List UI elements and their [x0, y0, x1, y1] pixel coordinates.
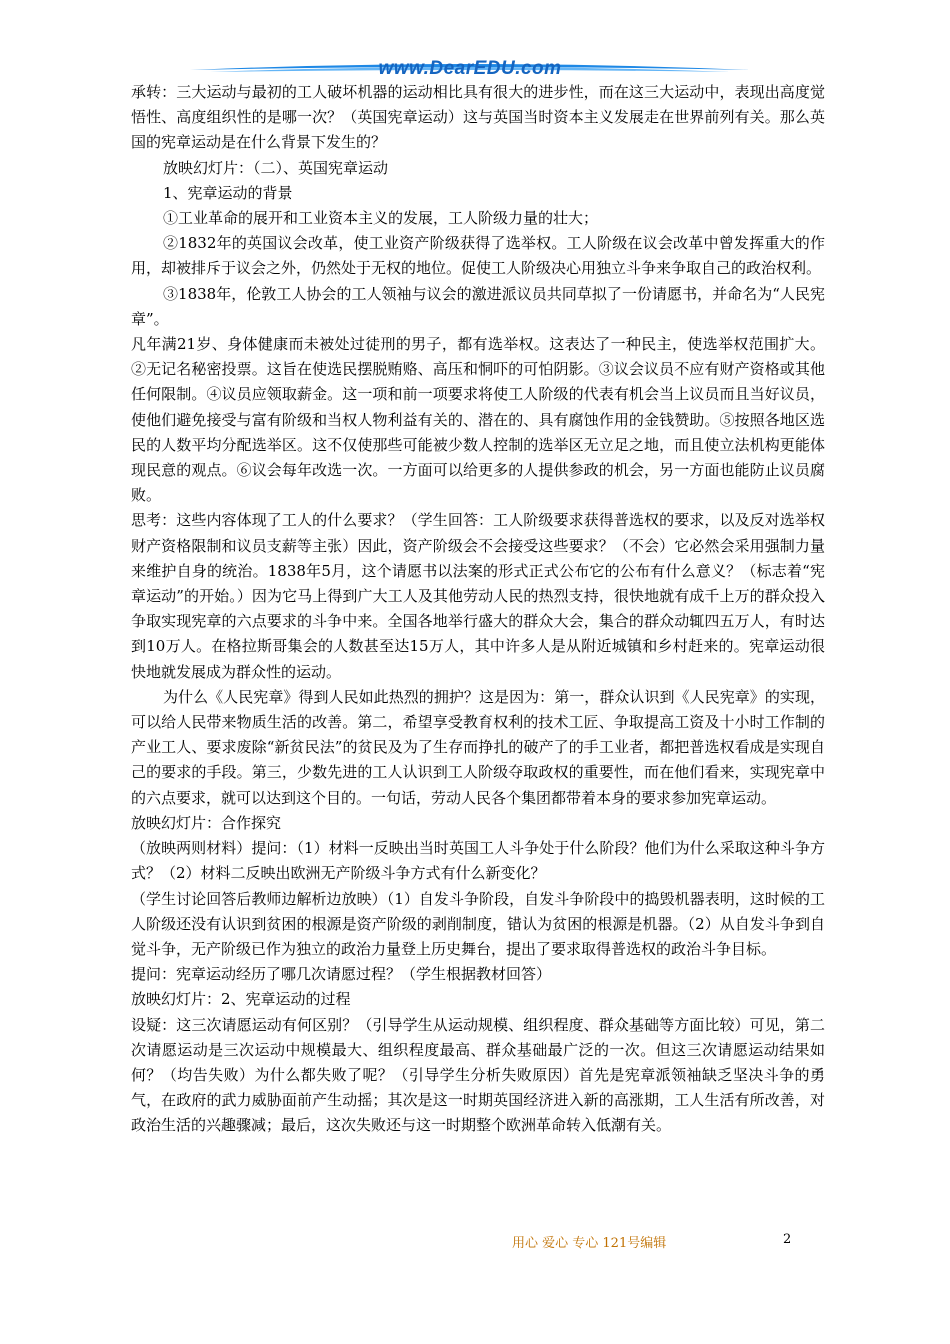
paragraph-point-3: ③1838年，伦敦工人协会的工人领袖与议会的激进派议员共同草拟了一份请愿书，并命名为“人民宪章”。 [131, 284, 825, 328]
paragraph-question-petitions: 提问：宪章运动经历了哪几次请愿过程？（学生根据教材回答） [131, 965, 552, 984]
paragraph-charter-content: 凡年满21岁、身体健康而未被处过徒刑的男子，都有选举权。这表达了一种民主，使选举权范围扩大。②无记名秘密投票。这旨在使选民摆脱贿赂、高压和恫吓的可怕阴影。③议会议员不应有财产资格或其他任何限制。④议员应领取薪金。这一项和前一项要求将使工人阶级的代表有机会当上议员而且当好议员，使他们避免接受与富有阶级和当权人物利益有关的、潜在的、具有腐蚀作用的金钱赞助。⑤按照各地区选民的人数平均分配选举区。这不仅使那些可能被少数人控制的选举区无立足之地，而且使立法机构更能体现民意的观点。⑥议会每年改选一次。一方面可以给更多的人提供参政的机会，另一方面也能防止议员腐败。 [131, 335, 825, 505]
paragraph-question-materials: （放映两则材料）提问：（1）材料一反映出当时英国工人斗争处于什么阶段？他们为什么采取这种斗争方式？（2）材料二反映出欧洲无产阶级斗争方式有什么新变化？ [131, 839, 825, 883]
page-number: 2 [783, 1232, 792, 1247]
paragraph-doubt: 设疑：这三次请愿运动有何区别？（引导学生从运动规模、组织程度、群众基础等方面比较）可见，第二次请愿运动是三次运动中规模最大、组织程度最高、群众基础最广泛的一次。但这三次请愿运动结果如何？（均告失败）为什么都失败了呢？（引导学生分析失败原因）首先是宪章派领袖缺乏坚决斗争的勇气，在政府的武力威胁面前产生动摇；其次是这一时期英国经济进入新的高涨期，工人生活有所改善，对政治生活的兴趣骤减；最后，这次失败还与这一时期整个欧洲革命转入低潮有关。 [131, 1015, 825, 1135]
paragraph-answer-materials: （学生讨论回答后教师边解析边放映）（1）自发斗争阶段，自发斗争阶段中的捣毁机器表明，这时候的工人阶级还没有认识到贫困的根源是资产阶级的剥削制度，错认为贫困的根源是机器。（2）从自发斗争到自觉斗争，无产阶级已作为独立的政治力量登上历史舞台，提出了要求取得普选权的政治斗争目标。 [131, 889, 825, 958]
paragraph-point-1: ①工业革命的展开和工业资本主义的发展，工人阶级力量的壮大； [163, 209, 599, 228]
paragraph-slide-process: 放映幻灯片：2、宪章运动的过程 [131, 990, 351, 1009]
footer-slogan: 用心 爱心 专心 121号编辑 [512, 1236, 667, 1251]
page-footer [0, 1232, 950, 1254]
document-body [131, 80, 825, 1139]
paragraph-point-2: ②1832年的英国议会改革，使工业资产阶级获得了选举权。工人阶级在议会改革中曾发挥重大的作用，却被排斥于议会之外，仍然处于无权的地位。促使工人阶级决心用独立斗争来争取自己的政治权利。 [131, 234, 825, 278]
paragraph-slide-heading: 放映幻灯片：（二）、英国宪章运动 [163, 158, 389, 177]
paragraph-transition: 承转：三大运动与最初的工人破坏机器的运动相比具有很大的进步性，而在这三大运动中，表现出高度觉悟性、高度组织性的是哪一次？（英国宪章运动）这与英国当时资本主义发展走在世界前列有关。那么英国的宪章运动是在什么背景下发生的？ [131, 83, 825, 152]
site-header [190, 56, 750, 82]
paragraph-support-reasons: 为什么《人民宪章》得到人民如此热烈的拥护？这是因为：第一，群众认识到《人民宪章》的实现，可以给人民带来物质生活的改善。第二，希望享受教育权利的技术工匠、争取提高工资及十小时工作制的产业工人、要求废除“新贫民法”的贫民及为了生存而挣扎的破产了的手工业者，都把普选权看成是实现自己的要求的手段。第三，少数先进的工人认识到工人阶级夺取政权的重要性，而在他们看来，实现宪章中的六点要求，就可以达到这个目的。一句话，劳动人民各个集团都带着本身的要求参加宪章运动。 [131, 687, 825, 807]
site-url[interactable]: www.DearEDU.com [378, 58, 562, 79]
paragraph-thinking: 思考：这些内容体现了工人的什么要求？（学生回答：工人阶级要求获得普选权的要求，以及反对选举权财产资格限制和议员支薪等主张）因此，资产阶级会不会接受这些要求？（不会）它必然会采用强制力量来维护自身的统治。1838年5月，这个请愿书以法案的形式正式公布它的公布有什么意义？（标志着“宪章运动”的开始。）因为它马上得到广大工人及其他劳动人民的热烈支持，很快地就有成千上万的群众投入争取实现宪章的六点要求的斗争中来。全国各地举行盛大的群众大会，集合的群众动辄四五万人，有时达到10万人。在格拉斯哥集会的人数甚至达15万人，其中许多人是从附近城镇和乡村赶来的。宪章运动很快地就发展成为群众性的运动。 [131, 511, 825, 681]
paragraph-slide-inquiry: 放映幻灯片：合作探究 [131, 813, 282, 832]
paragraph-section-heading: 1、宪章运动的背景 [163, 183, 293, 202]
